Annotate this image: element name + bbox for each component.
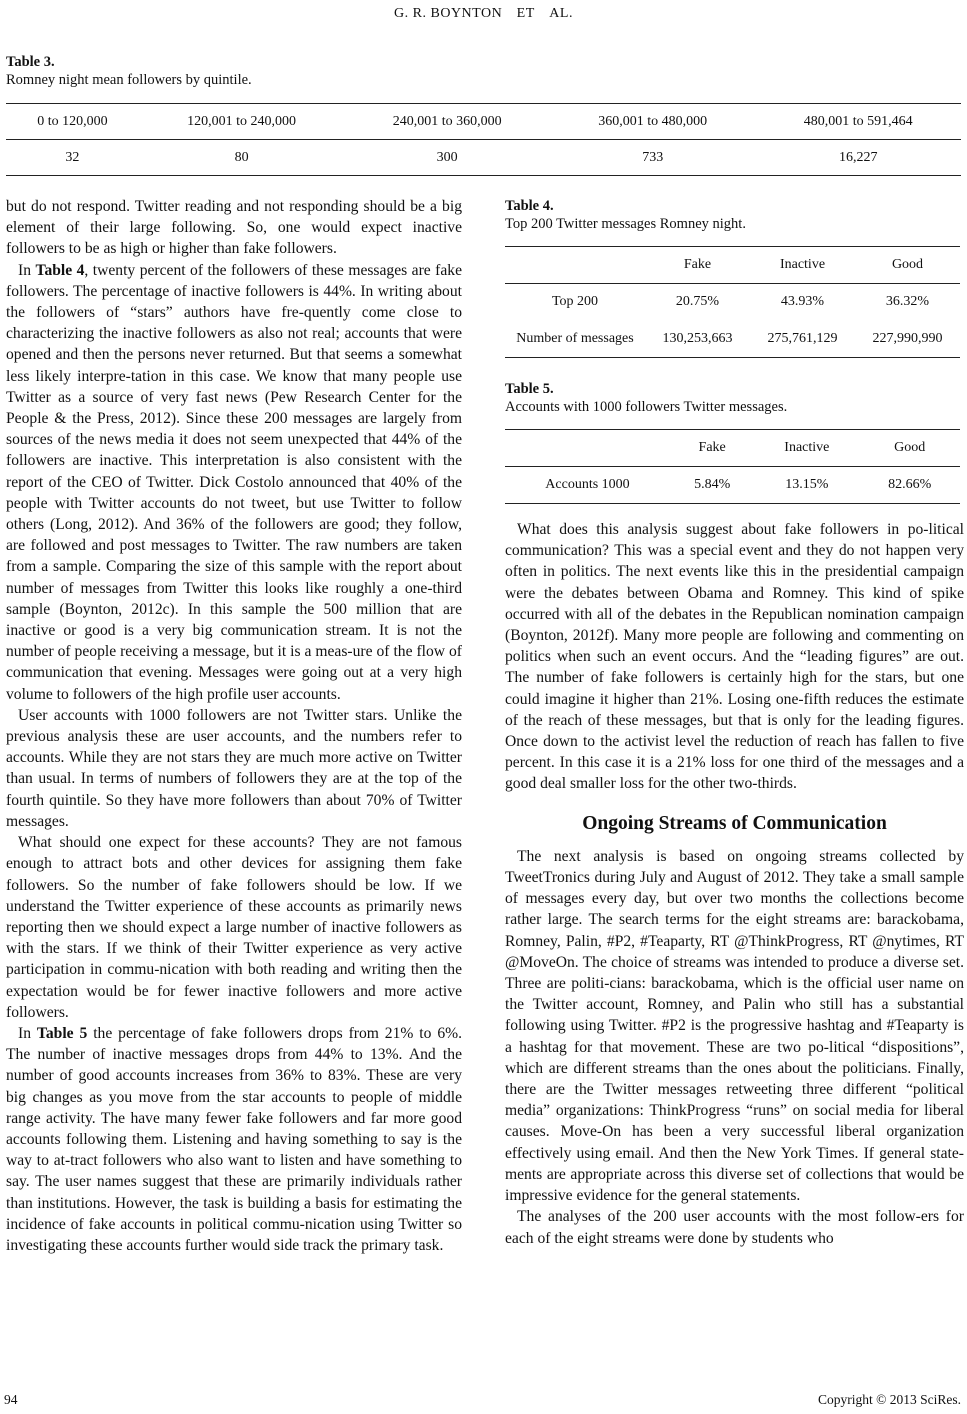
table-5-cell: 82.66%	[888, 477, 932, 492]
table-3-label: Table 3.	[6, 54, 55, 70]
table-4	[505, 197, 960, 358]
paragraph-text: the percentage of fake followers drops from 21% to 6%. The number of inactive messages drops from 44% to 13%. And the number of good accounts increases from 36% to 83%. These are very big changes as you move from the star accounts to people of middle range activity. The have many fewer fake followers and far more good accounts following them. Listening and having something to say is the way to at-tract followers who also want to listen and have something to say. The user names suggest that these are primarily individuals rather than institutions. However, the task is building a basis for estimating the incidence of fake accounts in political commu-nication using Twitter so investigating these accounts further would side track the primary task.	[6, 1024, 463, 1254]
table-4-header-row	[505, 247, 960, 284]
table-5-label: Table 5.	[505, 381, 554, 397]
table-3-caption	[6, 53, 961, 89]
table-4-grid	[505, 246, 960, 358]
table-5-cell: 5.84%	[694, 477, 731, 492]
paragraph	[6, 260, 462, 705]
table-4-header-cell: Fake	[683, 257, 712, 272]
table-3-value-cell: 80	[234, 149, 249, 165]
table-5-row-label: Accounts 1000	[545, 477, 630, 492]
table-5-header-cell: Fake	[698, 440, 726, 455]
table-4-caption	[505, 197, 960, 233]
table-3-value-cell: 16,227	[838, 149, 878, 165]
table-4-cell: 20.75%	[675, 294, 720, 310]
table-3-value-cell: 32	[65, 149, 80, 165]
table-5-cell: 13.15%	[785, 477, 829, 492]
table-4-reference: Table 4	[35, 261, 85, 279]
table-3-header-row	[6, 104, 961, 140]
table-4-label: Table 4.	[505, 198, 554, 214]
paragraph-text: In	[18, 1024, 37, 1042]
table-3-header-cell: 120,001 to 240,000	[187, 113, 297, 129]
table-5-header-cell: Good	[894, 440, 926, 455]
table-3-grid	[6, 103, 961, 176]
table-4-row	[505, 284, 960, 321]
table-3-header-cell: 0 to 120,000	[37, 113, 108, 129]
table-4-cell: 130,253,663	[662, 330, 733, 346]
running-head: G. R. BOYNTON ET AL.	[394, 6, 573, 21]
table-3-title: Romney night mean followers by quintile.	[6, 72, 252, 88]
table-5-reference: Table 5	[36, 1024, 88, 1042]
table-5-title: Accounts with 1000 followers Twitter messages.	[505, 399, 788, 415]
left-column	[6, 196, 462, 1256]
table-3-value-cell: 300	[436, 149, 458, 165]
table-4-row	[505, 321, 960, 358]
paragraph-text: , twenty percent of the followers of these messages are fake followers. The percentage of inactive followers is 44%. In writing about the followers of “stars” authors have fre-quently come close to characterizing the inactive followers as also not real; accounts that were opened and then the persons never returned. But that seems a somewhat less likely interpre-tation in this case. We know that many people use Twitter as a source of very fast news (Pew Research Center for the People & the Press, 2012). Since these 200 messages are largely from sources of the news media it does not seem unexpected that 44% of the followers are inactive. This interpretation is also consistent with the report of the CEO of Twitter. Dick Costolo announced that 40% of the people with Twitter accounts do not tweet, but use Twitter to follow others (Long, 2012). And 36% of the followers are good; they follow, are followed and post messages to Twitter. The raw numbers are taken from a sample. Comparing the size of this sample with the report about number of messages from Twitter this looks like roughly a one-third sample (Boynton, 2012c). In this sample the 500 million that are inactive or good is a very big communication stream. It is not the number of people receiving a message, but it is a meas-ure of the flow of communication that evening. Messages were going out at a very high volume to followers of the high profile user accounts.	[6, 261, 463, 703]
table-3-header-cell: 240,001 to 360,000	[392, 113, 502, 129]
paragraph: The next analysis is based on ongoing streams collected by TweetTronics during July and August of 2012. They take a small sample of messages every day, but over two months the collections become rather large. The search terms for the eight streams are: barackobama, Romney, Palin, #P2, #Teaparty, RT @ThinkProgress, RT @nytimes, RT @MoveOn. The choice of streams was intended to produce a diverse set. Three are politi-cians: barackobama, which is the official user name on the Twitter account, Romney, and Palin who still has a substantial following using Twitter. #P2 is the progressive hashtag and #Teaparty is a hashtag for that movement. These are two po-litical “dispositions”, which are different streams than the ones about the politicians. Finally, there are the Twitter messages retweeting three different “political media” organizations: ThinkProgress “runs” on social media for liberal causes. Move-On has been a very successful liberal organization effectively using email. And then the New York Times. If general state-ments are appropriate across this diverse set of collections that would be impressive evidence for the general statements.	[505, 847, 964, 1205]
table-3	[6, 53, 961, 176]
paragraph: User accounts with 1000 followers are not Twitter stars. Unlike the previous analysis these are user accounts, and the numbers refer to accounts. While they are not stars they are much more active on Twitter than usual. In terms of numbers of followers they are at the top of the fourth quintile. So they have more followers than about 70% of Twitter messages.	[6, 706, 462, 830]
paragraph: What does this analysis suggest about fake followers in po-litical communication? This was a special event and they do not happen very often in politics. The next events like this in the presidential campaign were the debates between Obama and Romney. This kind of spike occurred with all of the debates in the Republican nomination campaign (Boynton, 2012f). Many more people are following and commenting on politics when such an event occurs. And the “leading figures” are out. The number of fake followers is certainly high for the stars, but one could imagine it higher than 21%. Losing one-fifth reduces the estimate of the reach of these messages, but that is only for the leading figures. Once down to the activist level the reduction of reach has fallen to five percent. In this case it is a 21% loss for one third of the messages and a good deal smaller loss for the other two-thirds.	[505, 521, 964, 793]
table-5	[505, 380, 960, 504]
right-column	[505, 519, 964, 1249]
table-4-cell: 36.32%	[885, 294, 930, 310]
paragraph	[6, 1023, 462, 1256]
table-4-cell: 43.93%	[780, 294, 825, 310]
section-heading: Ongoing Streams of Communication	[582, 812, 887, 834]
table-3-header-cell: 360,001 to 480,000	[598, 113, 708, 129]
table-4-header-cell: Inactive	[779, 257, 826, 272]
table-3-value-cell: 733	[642, 149, 664, 165]
table-5-row	[505, 467, 960, 504]
table-4-cell: 275,761,129	[767, 330, 838, 346]
table-4-title: Top 200 Twitter messages Romney night.	[505, 216, 746, 232]
paragraph: What should one expect for these accounts? They are not famous enough to attract bots and other devices for assigning them fake followers. So the number of fake followers should be low. If we understand the Twitter experience of these accounts as primarily news reporting then we should expect a large number of inactive followers as with the stars. If we think of their Twitter experience as very active participation in commu-nication with both reading and writing then the expectation would be for fewer inactive followers and more active followers.	[6, 834, 462, 1021]
table-3-value-row	[6, 140, 961, 176]
table-5-caption	[505, 380, 960, 416]
table-4-cell: 227,990,990	[872, 330, 943, 346]
table-4-row-label: Top 200	[551, 294, 599, 310]
table-3-header-cell: 480,001 to 591,464	[803, 113, 913, 129]
page-number: 94	[4, 1392, 18, 1407]
table-4-header-cell	[505, 247, 645, 284]
table-5-grid	[505, 429, 960, 504]
copyright-notice: Copyright © 2013 SciRes.	[817, 1392, 961, 1407]
table-5-header-cell	[505, 430, 670, 467]
paragraph-text: In	[18, 261, 36, 279]
table-5-header-row	[505, 430, 960, 467]
table-4-header-cell: Good	[891, 257, 924, 272]
paragraph: but do not respond. Twitter reading and not responding should be a big element of their large following. So, one would expect inactive followers to be as high or higher than fake followers.	[6, 198, 462, 258]
table-5-header-cell: Inactive	[784, 440, 830, 455]
table-4-row-label: Number of messages	[516, 330, 634, 346]
paragraph: The analyses of the 200 user accounts with the most follow-ers for each of the eight streams were done by students who	[505, 1208, 964, 1247]
